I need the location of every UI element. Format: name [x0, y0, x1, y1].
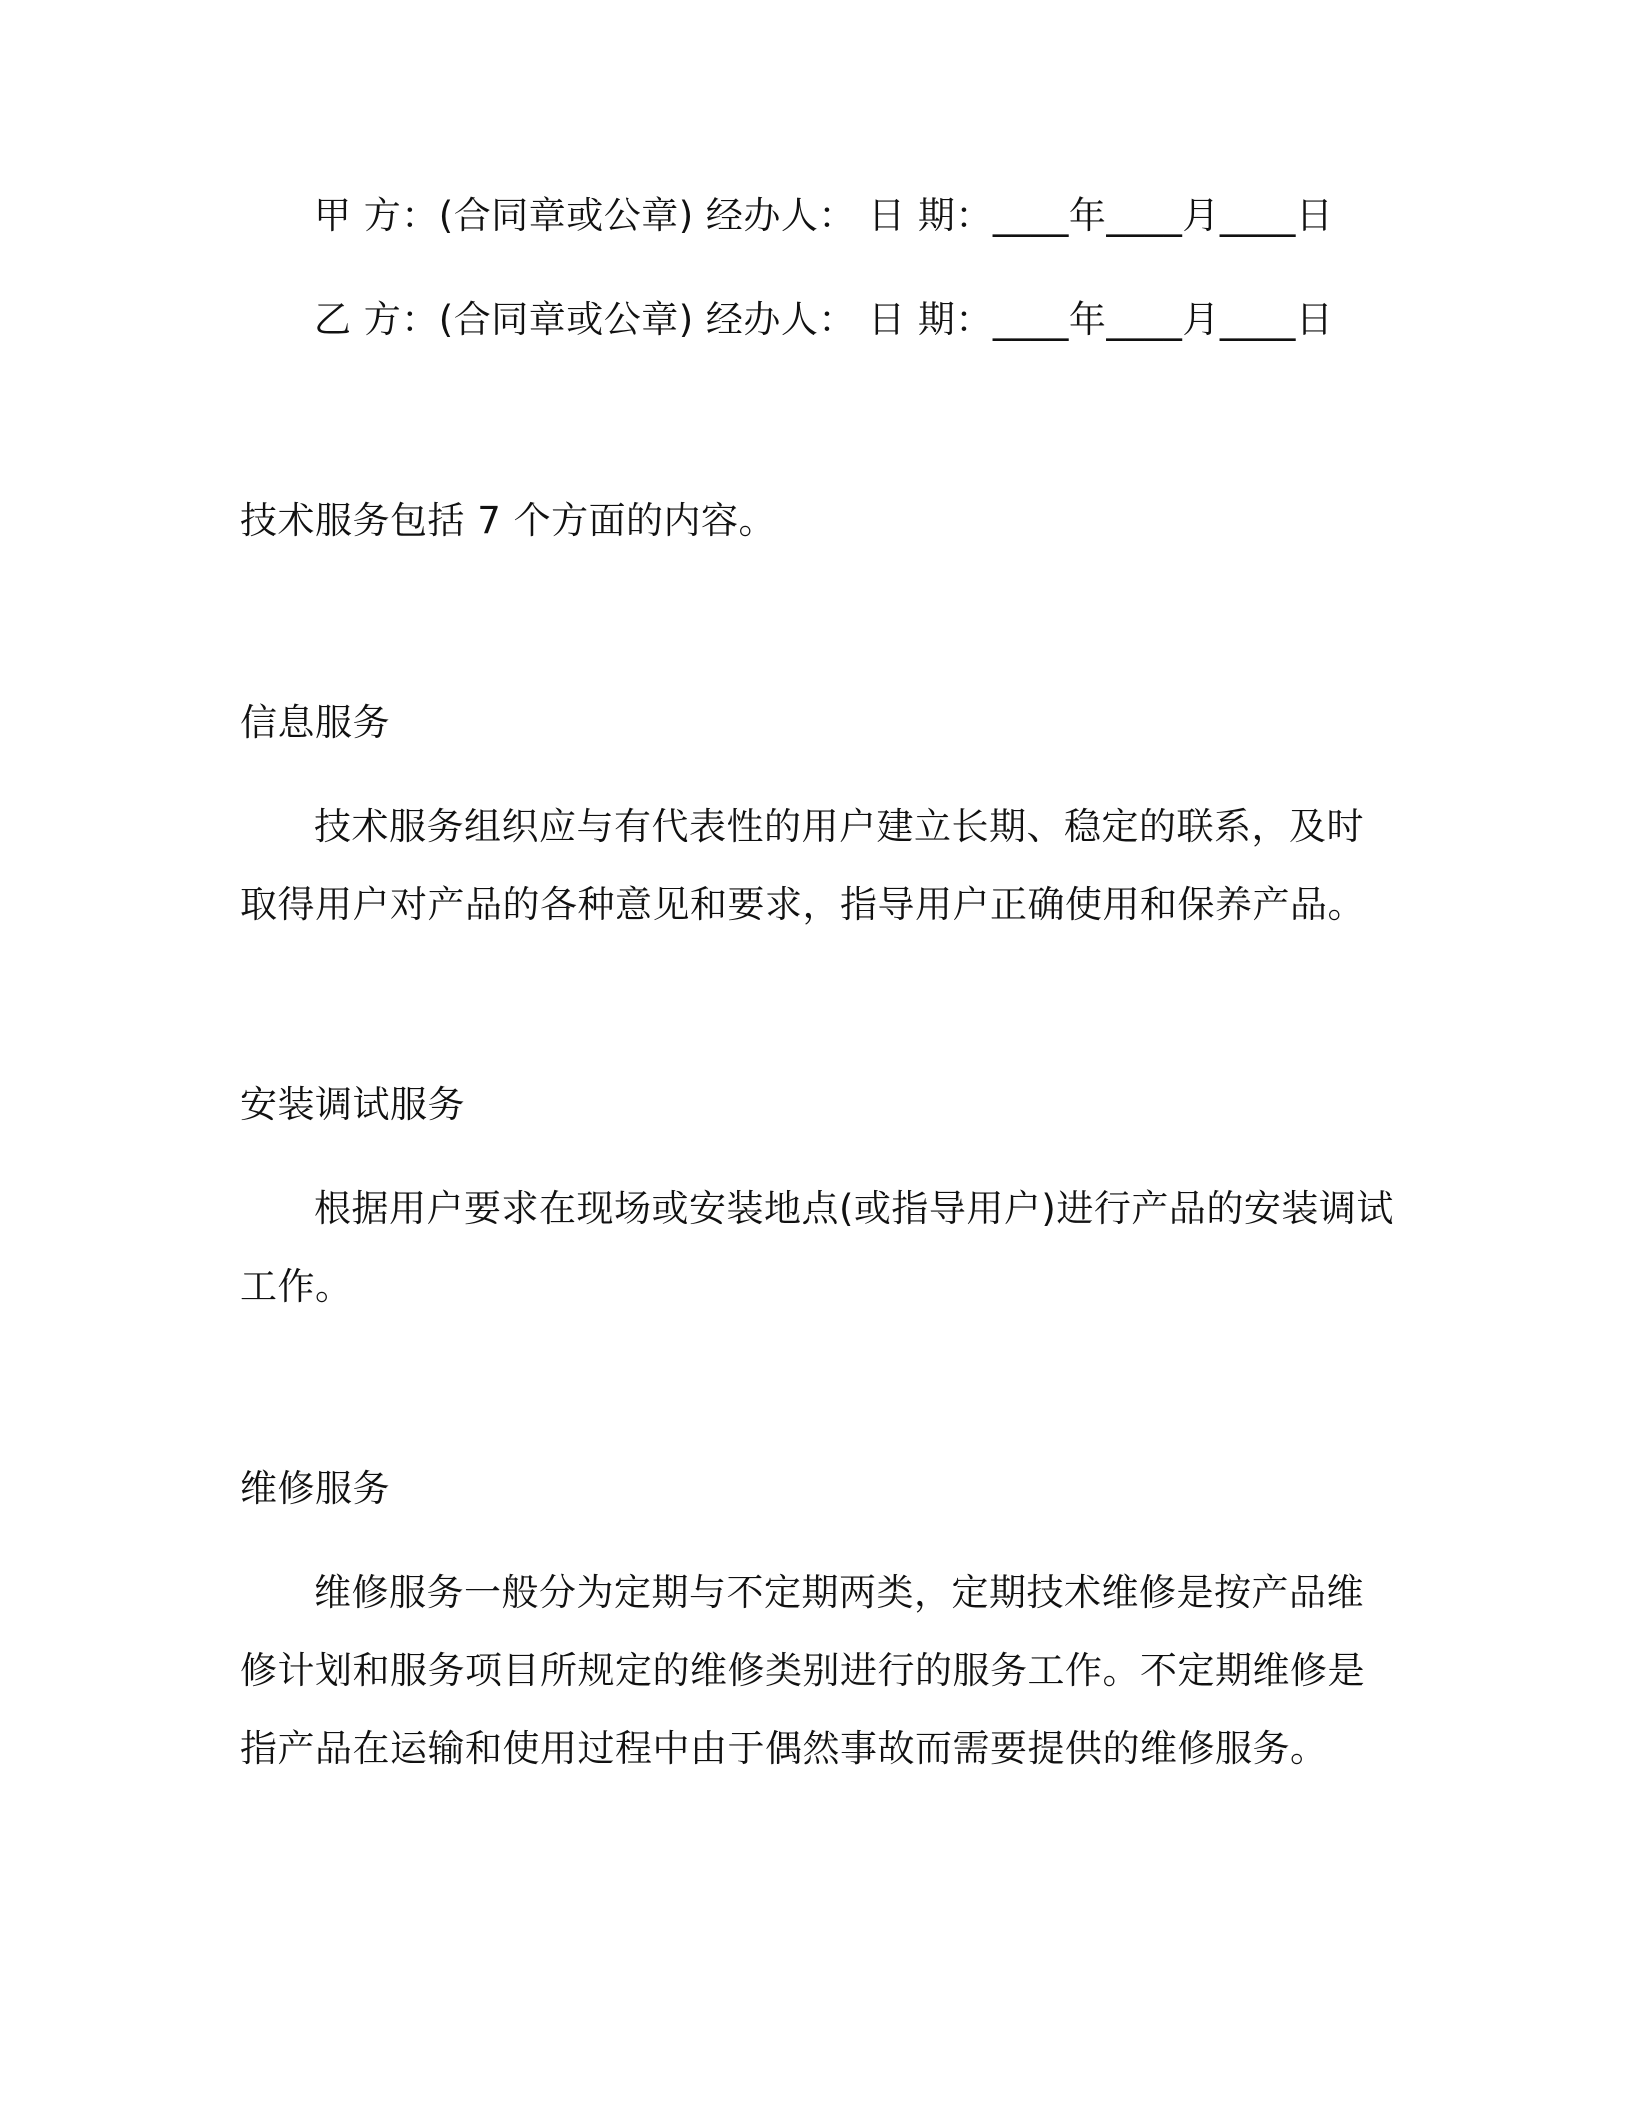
section-paragraph-line: 取得用户对产品的各种意见和要求，指导用户正确使用和保养产品。: [240, 883, 1365, 926]
section-paragraph-line: 指产品在运输和使用过程中由于偶然事故而需要提供的维修服务。: [240, 1727, 1328, 1770]
section-heading-maintenance-service: 维修服务: [240, 1467, 390, 1510]
section-paragraph-line: 技术服务组织应与有代表性的用户建立长期、稳定的联系，及时: [314, 805, 1364, 848]
section-paragraph-line: 工作。: [240, 1265, 353, 1308]
section-paragraph-line: 根据用户要求在现场或安装地点(或指导用户)进行产品的安装调试: [314, 1187, 1394, 1230]
section-heading-installation-service: 安装调试服务: [240, 1083, 465, 1126]
party-a-signature-line: 甲 方：(合同章或公章) 经办人： 日 期：____年____月____日: [314, 194, 1334, 237]
section-paragraph-line: 修计划和服务项目所规定的维修类别进行的服务工作。不定期维修是: [240, 1649, 1365, 1692]
section-paragraph-line: 维修服务一般分为定期与不定期两类，定期技术维修是按产品维: [314, 1571, 1364, 1614]
party-b-signature-line: 乙 方：(合同章或公章) 经办人： 日 期：____年____月____日: [314, 298, 1334, 341]
intro-paragraph: 技术服务包括 7 个方面的内容。: [240, 499, 777, 542]
section-heading-information-service: 信息服务: [240, 701, 390, 744]
